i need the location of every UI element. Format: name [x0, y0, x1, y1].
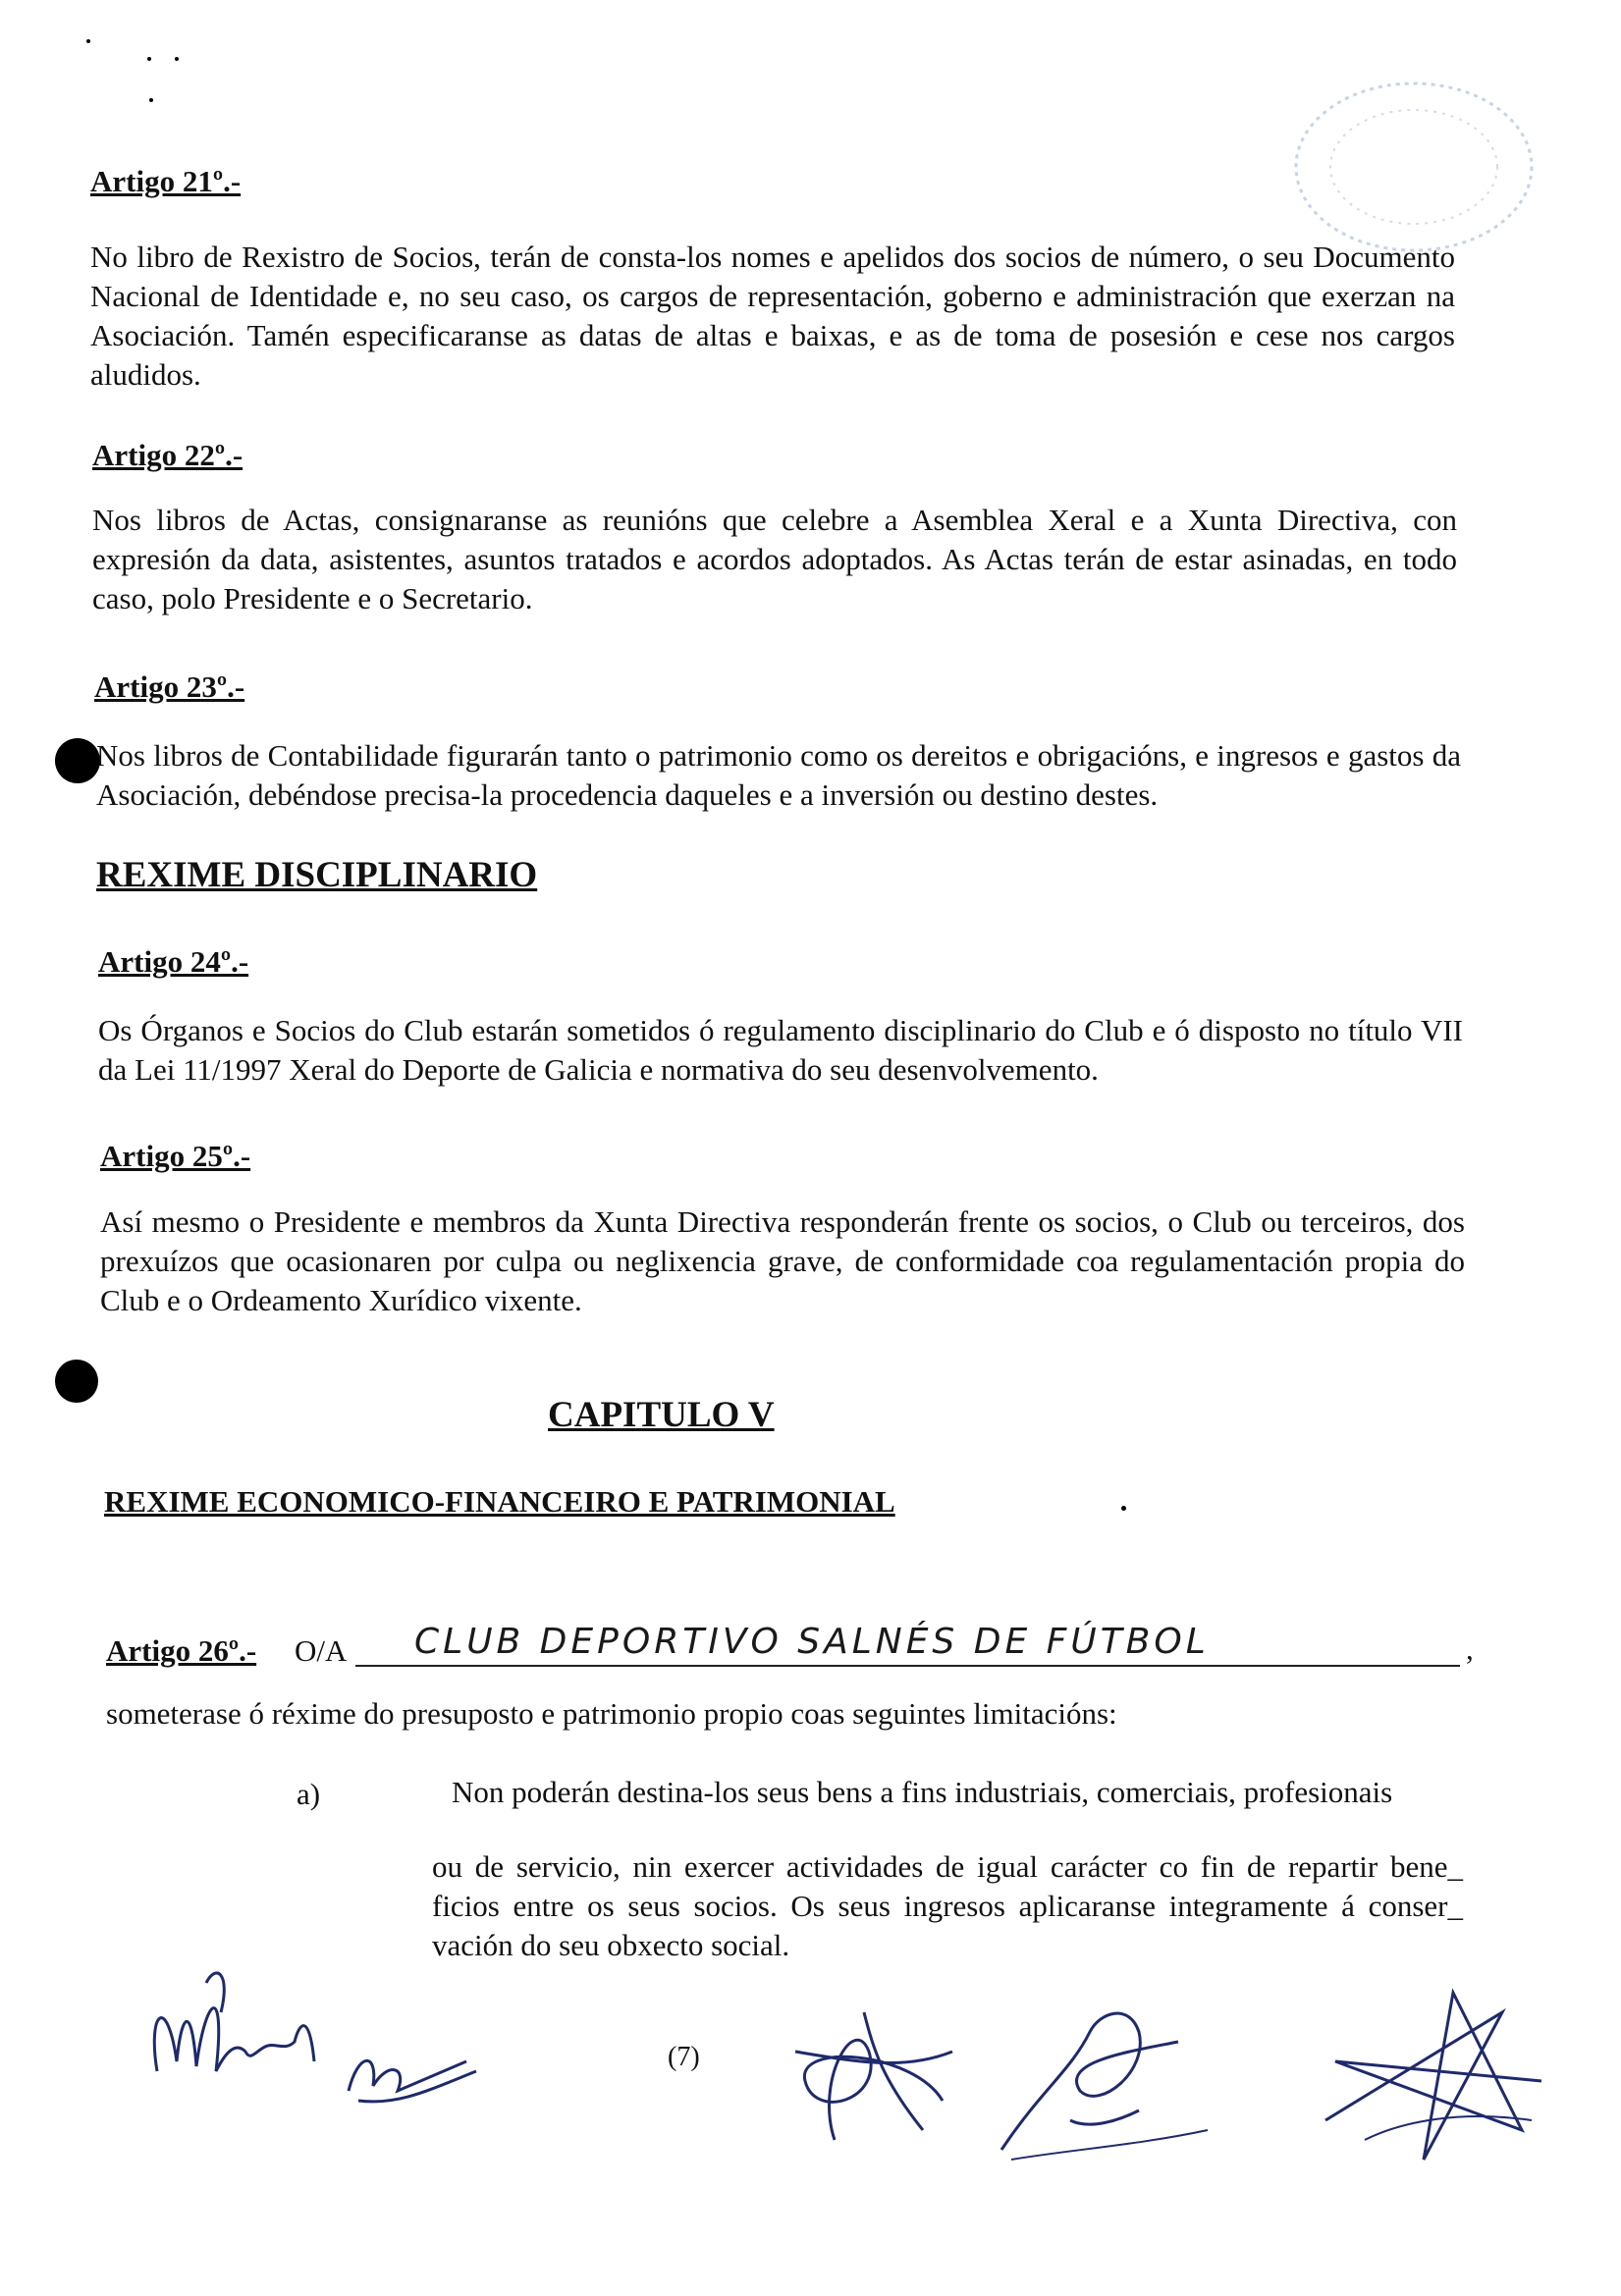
article-21-title: Artigo 21º.-	[90, 164, 242, 198]
article-24-title: Artigo 24º.-	[98, 944, 249, 979]
signature-3	[982, 1973, 1217, 2169]
item-a-rest: ou de servicio, nin exercer actividades de igual carácter co fin de repartir bene_ ficios entre os seus socios. Os seus ingresos aplicaranse integramente á conser_ vación do seu obxecto social.	[432, 1849, 1463, 1962]
article-25-text: Así mesmo o Presidente e membros da Xunta Directiva responderán frente os socios, o Club ou terceiros, dos prexuízos que ocasionaren por culpa ou neglixencia grave, de conformidade coa regulamentación propia do Club e o Ordeamento Xurídico vixente.	[100, 1204, 1465, 1317]
heading-economico: REXIME ECONOMICO-FINANCEIRO E PATRIMONIAL	[104, 1484, 895, 1519]
club-name-field[interactable]	[355, 1620, 1460, 1667]
article-24-text: Os Órganos e Socios do Club estarán sometidos ó regulamento disciplinario do Club e ó disposto no título VII da Lei 11/1997 Xeral do Deporte de Galicia e normativa do seu desenvolvemento.	[98, 1013, 1463, 1087]
scan-speck	[149, 98, 153, 102]
article-25-title: Artigo 25º.-	[100, 1139, 251, 1173]
punch-hole	[55, 1360, 98, 1403]
signature-1	[137, 1953, 353, 2110]
page-number: (7)	[668, 2042, 700, 2072]
signature-initials	[339, 2032, 486, 2120]
item-a-letter: a)	[297, 1777, 321, 1811]
scan-speck	[175, 57, 179, 61]
article-26-form-line	[106, 1620, 1481, 1679]
article-26-comma: ,	[1466, 1631, 1474, 1666]
punch-hole	[55, 738, 100, 783]
article-23-title: Artigo 23º.-	[94, 669, 245, 704]
club-name-handwritten: CLUB DEPORTIVO SALNÉS DE FÚTBOL	[414, 1622, 1210, 1662]
heading-disciplinario: REXIME DISCIPLINARIO	[96, 855, 538, 895]
scan-speck	[1121, 1506, 1126, 1511]
article-22-title: Artigo 22º.-	[92, 438, 243, 472]
heading-capitulo: CAPITULO V	[548, 1395, 775, 1435]
article-26-continuation: someterase ó réxime do presuposto e patrimonio propio coas seguintes limitacións:	[106, 1696, 1117, 1731]
article-22-text: Nos libros de Actas, consignaranse as reunións que celebre a Asemblea Xeral e a Xunta Directiva, con expresión da data, asistentes, asuntos tratados e acordos adoptados. As Actas terán de estar asinadas, en todo caso, polo Presidente e o Secretario.	[92, 503, 1457, 615]
stamp-seal	[1281, 69, 1546, 265]
article-26-title: Artigo 26º.-	[106, 1633, 257, 1668]
article-21-text: No libro de Rexistro de Socios, terán de consta-los nomes e apelidos dos socios de número, o seu Documento Nacional de Identidade e, no seu caso, os cargos de representación, goberno e administración que exerzan na Asociación. Tamén especificaranse as datas de altas e baixas, e as de toma de posesión e cese nos cargos aludidos.	[90, 240, 1455, 392]
article-26-prefix: O/A	[295, 1633, 348, 1668]
signature-4	[1306, 1973, 1561, 2169]
scan-speck	[147, 57, 151, 61]
article-23-text: Nos libros de Contabilidade figurarán tanto o patrimonio como os dereitos e obrigacións, e ingresos e gastos da Asociación, debéndose precisa-la procedencia daqueles e a inversión ou destino destes.	[96, 738, 1461, 812]
item-a-first-line: Non poderán destina-los seus bens a fins industriais, comerciais, profesionais	[452, 1775, 1393, 1809]
scan-speck	[86, 39, 90, 43]
signature-2	[776, 1993, 972, 2160]
